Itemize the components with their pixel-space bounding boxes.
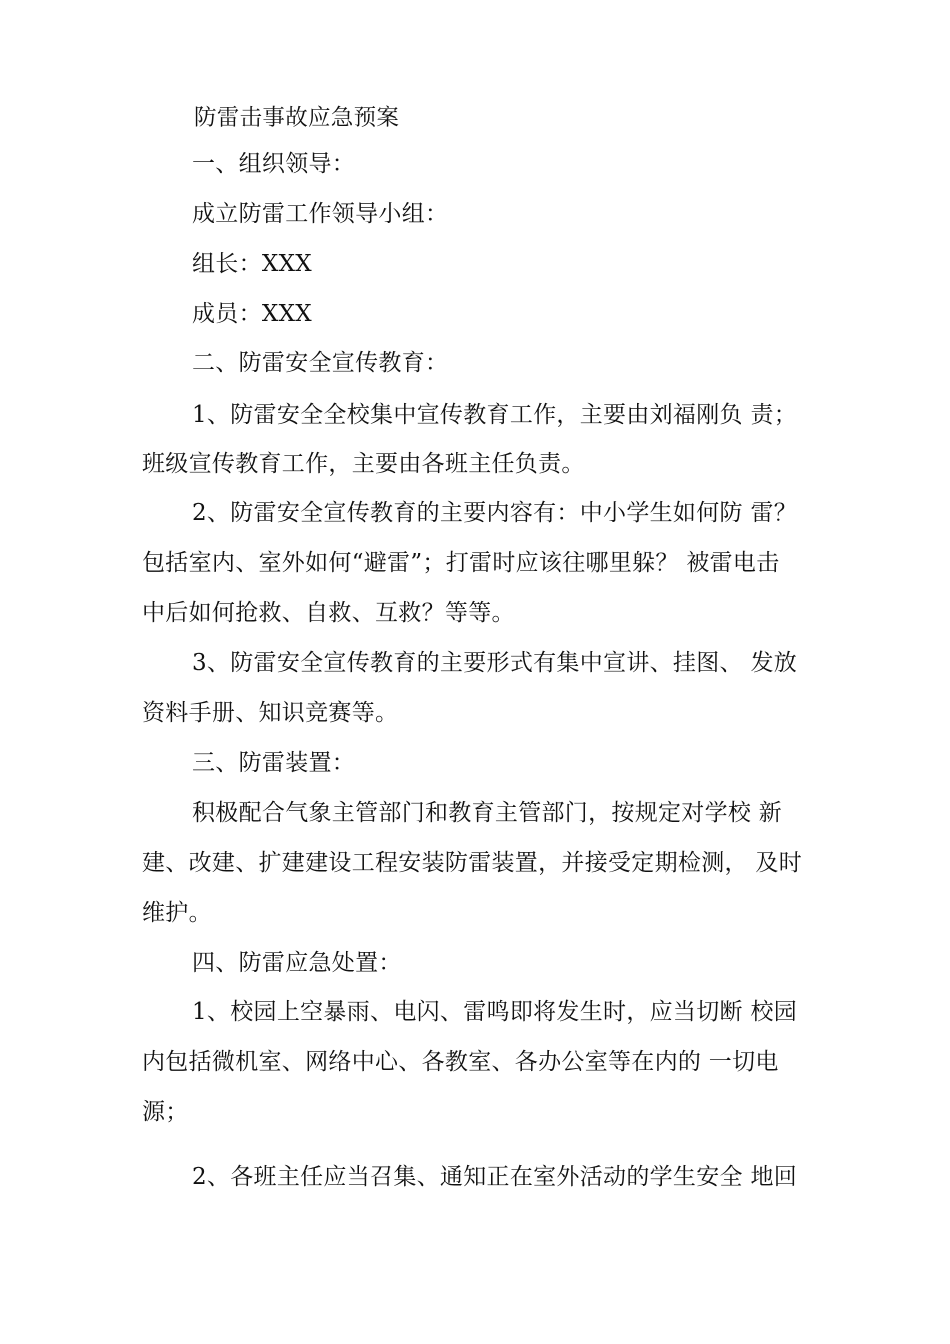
group-leader: 组长：XXX — [192, 251, 312, 277]
leadership-group-intro: 成立防雷工作领导小组： — [192, 201, 449, 227]
education-item-3-line-1: 3、防雷安全宣传教育的主要形式有集中宣讲、挂图、 发放 — [192, 650, 798, 676]
document-title: 防雷击事故应急预案 — [194, 105, 400, 131]
section-heading-education: 二、防雷安全宣传教育： — [192, 350, 449, 376]
education-item-1-line-2: 班级宣传教育工作，主要由各班主任负责。 — [142, 451, 585, 477]
emergency-item-1-line-3: 源； — [142, 1099, 189, 1125]
education-item-2-line-2: 包括室内、室外如何“避雷”；打雷时应该往哪里躲？ 被雷电击 — [142, 550, 780, 576]
section-heading-emergency: 四、防雷应急处置： — [192, 950, 402, 976]
education-item-1-line-1: 1、防雷安全全校集中宣传教育工作，主要由刘福刚负 责； — [192, 402, 798, 428]
emergency-item-2-line-1: 2、各班主任应当召集、通知正在室外活动的学生安全 地回 — [192, 1164, 798, 1190]
emergency-item-1-line-2: 内包括微机室、网络中心、各教室、各办公室等在内的 一切电 — [142, 1049, 779, 1075]
education-item-2-line-3: 中后如何抢救、自救、互救？等等。 — [142, 600, 515, 626]
section-heading-organization: 一、组织领导： — [192, 151, 356, 177]
group-members: 成员：XXX — [192, 301, 312, 327]
emergency-item-1-line-1: 1、校园上空暴雨、电闪、雷鸣即将发生时，应当切断 校园 — [192, 999, 798, 1025]
devices-paragraph-line-2: 建、改建、扩建建设工程安装防雷装置，并接受定期检测， 及时 — [142, 850, 803, 876]
section-heading-devices: 三、防雷装置： — [192, 750, 356, 776]
devices-paragraph-line-3: 维护。 — [142, 900, 212, 926]
devices-paragraph-line-1: 积极配合气象主管部门和教育主管部门，按规定对学校 新 — [192, 800, 783, 826]
education-item-2-line-1: 2、防雷安全宣传教育的主要内容有：中小学生如何防 雷？ — [192, 500, 798, 526]
education-item-3-line-2: 资料手册、知识竞赛等。 — [142, 700, 399, 726]
